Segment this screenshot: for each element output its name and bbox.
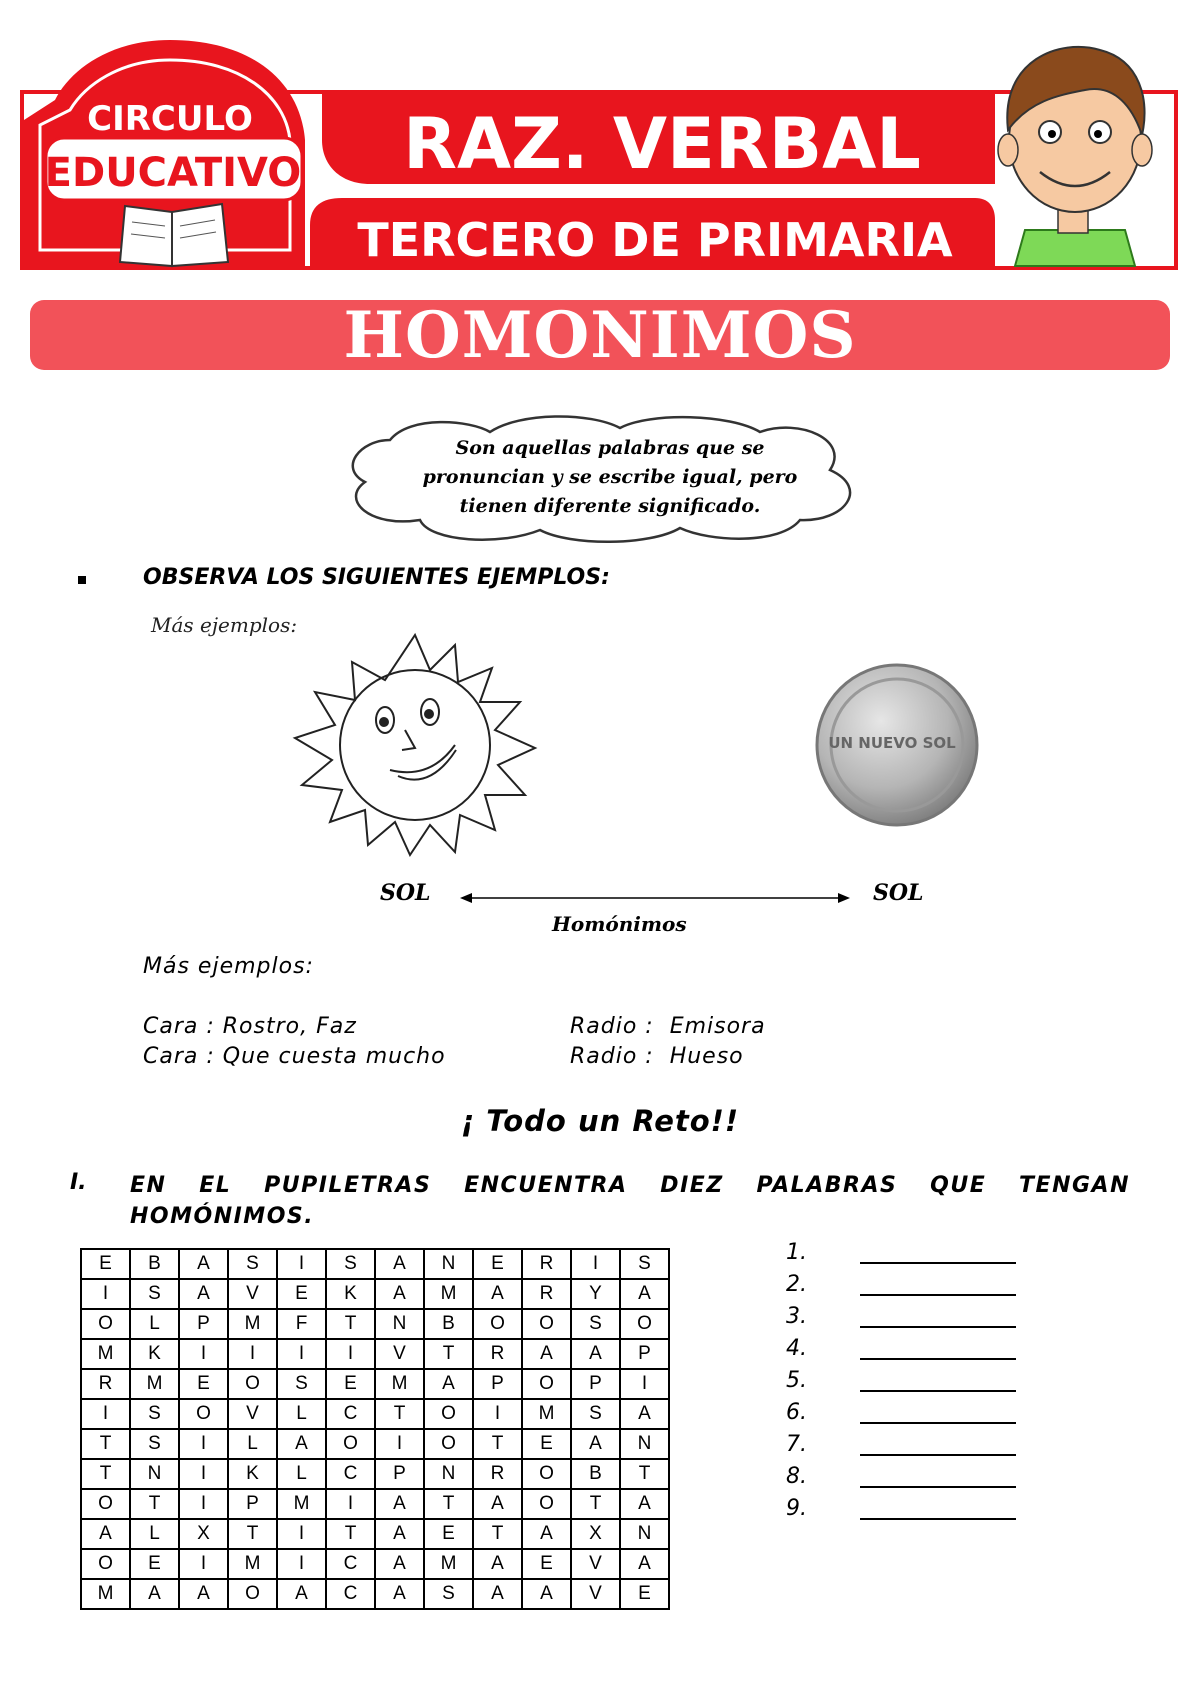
grid-row (81, 1579, 669, 1609)
grid-cell[interactable]: A (375, 1579, 424, 1609)
grid-cell[interactable]: R (522, 1279, 571, 1309)
grid-cell[interactable]: B (424, 1309, 473, 1339)
grid-cell[interactable]: P (228, 1489, 277, 1519)
grid-cell[interactable]: O (522, 1459, 571, 1489)
grid-cell[interactable]: A (179, 1579, 228, 1609)
grid-cell[interactable]: L (228, 1429, 277, 1459)
grid-cell[interactable]: F (277, 1309, 326, 1339)
grid-cell[interactable]: N (424, 1249, 473, 1279)
grid-cell[interactable]: A (522, 1339, 571, 1369)
answer-blank-line[interactable] (860, 1326, 1016, 1328)
grid-cell[interactable]: T (424, 1489, 473, 1519)
grid-cell[interactable]: M (375, 1369, 424, 1399)
grid-cell[interactable]: P (571, 1369, 620, 1399)
grid-cell[interactable]: I (326, 1339, 375, 1369)
grid-cell[interactable]: A (81, 1519, 130, 1549)
grid-cell[interactable]: V (228, 1279, 277, 1309)
grid-cell[interactable]: I (179, 1549, 228, 1579)
grid-cell[interactable]: I (179, 1429, 228, 1459)
exercise-number: I. (70, 1170, 87, 1195)
grid-cell[interactable]: T (473, 1429, 522, 1459)
grid-cell[interactable]: E (326, 1369, 375, 1399)
grid-cell[interactable]: T (473, 1519, 522, 1549)
grid-cell[interactable]: A (473, 1549, 522, 1579)
grid-cell[interactable]: T (620, 1459, 669, 1489)
answer-number: 5. (786, 1368, 807, 1393)
grid-cell[interactable]: O (522, 1489, 571, 1519)
grid-cell[interactable]: M (81, 1339, 130, 1369)
grid-cell[interactable]: A (375, 1519, 424, 1549)
definition-line-3: tienen diferente significado. (459, 495, 761, 517)
grid-cell[interactable]: S (130, 1399, 179, 1429)
grid-cell[interactable]: X (179, 1519, 228, 1549)
grid-cell[interactable]: B (571, 1459, 620, 1489)
grid-cell[interactable]: K (130, 1339, 179, 1369)
grid-cell[interactable]: C (326, 1399, 375, 1429)
answer-number: 8. (786, 1464, 807, 1489)
grid-cell[interactable]: E (522, 1549, 571, 1579)
grid-cell[interactable]: C (326, 1549, 375, 1579)
grid-cell[interactable]: I (277, 1519, 326, 1549)
challenge-title: ¡ Todo un Reto!! (460, 1104, 740, 1138)
grid-cell[interactable]: E (424, 1519, 473, 1549)
grid-cell[interactable]: A (522, 1579, 571, 1609)
grid-cell[interactable]: M (424, 1279, 473, 1309)
grid-cell[interactable]: I (277, 1339, 326, 1369)
grid-cell[interactable]: A (277, 1579, 326, 1609)
grid-cell[interactable]: Y (571, 1279, 620, 1309)
grid-row (81, 1519, 669, 1549)
grid-cell[interactable]: T (571, 1489, 620, 1519)
grid-cell[interactable]: M (424, 1549, 473, 1579)
grid-cell[interactable]: V (228, 1399, 277, 1429)
grid-cell[interactable]: V (375, 1339, 424, 1369)
grid-cell[interactable]: E (179, 1369, 228, 1399)
answer-number: 6. (786, 1400, 807, 1425)
grid-cell[interactable]: L (277, 1459, 326, 1489)
grid-cell[interactable]: O (81, 1489, 130, 1519)
grid-cell[interactable]: I (179, 1339, 228, 1369)
answer-number: 4. (786, 1336, 807, 1361)
answer-number: 1. (786, 1240, 807, 1265)
grid-cell[interactable]: E (277, 1279, 326, 1309)
grid-cell[interactable]: R (473, 1459, 522, 1489)
grid-row (81, 1309, 669, 1339)
answer-blank-line[interactable] (860, 1262, 1016, 1264)
example-right-1: Radio : Emisora (570, 1014, 766, 1039)
more-examples-heading: Más ejemplos: (143, 954, 314, 979)
definition-text (400, 434, 820, 521)
grid-cell[interactable]: B (130, 1249, 179, 1279)
grid-cell[interactable]: L (130, 1309, 179, 1339)
grid-cell[interactable]: A (277, 1429, 326, 1459)
grid-row (81, 1249, 669, 1279)
sun-icon (280, 630, 550, 860)
grid-cell[interactable]: M (130, 1369, 179, 1399)
grid-cell[interactable]: E (620, 1579, 669, 1609)
grid-cell[interactable]: S (277, 1369, 326, 1399)
double-arrow-icon (460, 890, 850, 906)
grid-cell[interactable]: A (473, 1579, 522, 1609)
logo-bottom-text: EDUCATIVO (44, 150, 302, 196)
homonimos-caption: Homónimos (552, 912, 687, 936)
grid-row (81, 1369, 669, 1399)
bullet-icon (78, 576, 86, 584)
grid-cell[interactable]: T (130, 1489, 179, 1519)
coin-text: UN NUEVO SOL (828, 734, 956, 752)
grid-cell[interactable]: O (179, 1399, 228, 1429)
logo (24, 40, 305, 266)
examples-subheading: Más ejemplos: (151, 613, 298, 637)
grid-cell[interactable]: N (130, 1459, 179, 1489)
grid-cell[interactable]: E (130, 1549, 179, 1579)
grid-cell[interactable]: I (375, 1429, 424, 1459)
grid-cell[interactable]: V (571, 1549, 620, 1579)
answer-blank-line[interactable] (860, 1454, 1016, 1456)
grid-cell[interactable]: T (81, 1429, 130, 1459)
grid-cell[interactable]: I (277, 1249, 326, 1279)
grid-cell[interactable]: I (81, 1399, 130, 1429)
grid-cell[interactable]: O (228, 1579, 277, 1609)
grid-row (81, 1459, 669, 1489)
grid-cell[interactable]: O (424, 1399, 473, 1429)
grid-cell[interactable]: E (473, 1249, 522, 1279)
grid-cell[interactable]: I (326, 1489, 375, 1519)
grid-cell[interactable]: X (571, 1519, 620, 1549)
grid-cell[interactable]: S (326, 1249, 375, 1279)
grid-cell[interactable]: A (620, 1399, 669, 1429)
grid-row (81, 1549, 669, 1579)
subject-text: RAZ. VERBAL (403, 103, 921, 185)
grid-cell[interactable]: L (130, 1519, 179, 1549)
grid-row (81, 1279, 669, 1309)
grid-cell[interactable]: A (375, 1549, 424, 1579)
answer-blank-line[interactable] (860, 1294, 1016, 1296)
grid-cell[interactable]: I (179, 1489, 228, 1519)
grid-cell[interactable]: P (179, 1309, 228, 1339)
grid-cell[interactable]: T (326, 1519, 375, 1549)
grid-cell[interactable]: A (375, 1249, 424, 1279)
answer-blank-line[interactable] (860, 1518, 1016, 1520)
coin-icon (812, 660, 982, 830)
observe-heading: OBSERVA LOS SIGUIENTES EJEMPLOS: (143, 565, 610, 590)
exercise-instruction: EN EL PUPILETRAS ENCUENTRA DIEZ PALABRAS QUE TENGAN HOMÓNIMOS. (130, 1173, 1130, 1229)
grid-cell[interactable]: A (571, 1339, 620, 1369)
grid-cell[interactable]: M (228, 1549, 277, 1579)
grid-cell[interactable]: N (620, 1519, 669, 1549)
grid-cell[interactable]: I (620, 1369, 669, 1399)
grid-cell[interactable]: R (81, 1369, 130, 1399)
grid-cell[interactable]: A (571, 1429, 620, 1459)
grid-cell[interactable]: M (81, 1579, 130, 1609)
grid-cell[interactable]: P (375, 1459, 424, 1489)
grid-cell[interactable]: N (620, 1429, 669, 1459)
grid-cell[interactable]: A (130, 1579, 179, 1609)
definition-line-2: pronuncian y se escribe igual, pero (422, 466, 798, 488)
grid-row (81, 1339, 669, 1369)
grid-cell[interactable]: O (81, 1549, 130, 1579)
grid-cell[interactable]: O (81, 1309, 130, 1339)
sol-right-label: SOL (873, 880, 924, 906)
grid-cell[interactable]: S (130, 1429, 179, 1459)
grid-cell[interactable]: A (473, 1279, 522, 1309)
answer-blank-line[interactable] (860, 1358, 1016, 1360)
grid-cell[interactable]: M (228, 1309, 277, 1339)
grid-row (81, 1399, 669, 1429)
grid-row (81, 1489, 669, 1519)
grid-cell[interactable]: M (522, 1399, 571, 1429)
answer-number: 7. (786, 1432, 807, 1457)
example-right-2: Radio : Hueso (570, 1044, 744, 1069)
grid-cell[interactable]: I (179, 1459, 228, 1489)
grid-cell[interactable]: K (228, 1459, 277, 1489)
grid-cell[interactable]: T (375, 1399, 424, 1429)
grid-cell[interactable]: E (81, 1249, 130, 1279)
grid-cell[interactable]: I (571, 1249, 620, 1279)
grid-cell[interactable]: M (277, 1489, 326, 1519)
grid-cell[interactable]: R (522, 1249, 571, 1279)
grid-cell[interactable]: E (522, 1429, 571, 1459)
word-search-grid[interactable] (80, 1248, 670, 1610)
answer-blank-line[interactable] (860, 1390, 1016, 1392)
grid-cell[interactable]: A (375, 1489, 424, 1519)
grid-cell[interactable]: A (620, 1279, 669, 1309)
grid-cell[interactable]: L (277, 1399, 326, 1429)
grid-cell[interactable]: A (424, 1369, 473, 1399)
answer-number: 3. (786, 1304, 807, 1329)
logo-top-text: CIRCULO (87, 99, 253, 139)
grid-row (81, 1429, 669, 1459)
definition-line-1: Son aquellas palabras que se (455, 437, 765, 459)
answer-number: 9. (786, 1496, 807, 1521)
sol-left-label: SOL (380, 880, 431, 906)
grid-cell[interactable]: O (228, 1369, 277, 1399)
grid-cell[interactable]: T (81, 1459, 130, 1489)
grade-text: TERCERO DE PRIMARIA (357, 213, 953, 267)
grid-cell[interactable]: R (473, 1339, 522, 1369)
header-banner (0, 0, 1200, 290)
grid-cell[interactable]: P (620, 1339, 669, 1369)
example-left-1: Cara : Rostro, Faz (143, 1014, 357, 1039)
grid-cell[interactable]: O (326, 1429, 375, 1459)
grid-cell[interactable]: P (473, 1369, 522, 1399)
grid-cell[interactable]: A (179, 1249, 228, 1279)
grid-cell[interactable]: S (620, 1249, 669, 1279)
grid-cell[interactable]: A (179, 1279, 228, 1309)
grid-cell[interactable]: A (620, 1489, 669, 1519)
grid-cell[interactable]: A (473, 1489, 522, 1519)
grid-cell[interactable]: O (424, 1429, 473, 1459)
grid-cell[interactable]: A (522, 1519, 571, 1549)
grid-cell[interactable]: C (326, 1459, 375, 1489)
grid-cell[interactable]: T (424, 1339, 473, 1369)
answer-number: 2. (786, 1272, 807, 1297)
grid-cell[interactable]: I (228, 1339, 277, 1369)
answer-blank-line[interactable] (860, 1422, 1016, 1424)
grid-cell[interactable]: A (375, 1279, 424, 1309)
grid-cell[interactable]: S (130, 1279, 179, 1309)
grid-cell[interactable]: S (571, 1309, 620, 1339)
grid-cell[interactable]: I (473, 1399, 522, 1429)
grid-cell[interactable]: O (620, 1309, 669, 1339)
grid-cell[interactable]: V (571, 1579, 620, 1609)
grid-cell[interactable]: A (620, 1549, 669, 1579)
boy-mascot-icon (998, 47, 1152, 266)
title-bar (30, 297, 1170, 373)
grid-cell[interactable]: T (228, 1519, 277, 1549)
grid-cell[interactable]: N (375, 1309, 424, 1339)
grid-cell[interactable]: I (81, 1279, 130, 1309)
grid-cell[interactable]: O (522, 1309, 571, 1339)
book-icon (120, 204, 228, 266)
grid-cell[interactable]: C (326, 1579, 375, 1609)
grid-cell[interactable]: N (424, 1459, 473, 1489)
example-left-2: Cara : Que cuesta mucho (143, 1044, 446, 1069)
grid-cell[interactable]: S (424, 1579, 473, 1609)
grid-cell[interactable]: I (277, 1549, 326, 1579)
grid-cell[interactable]: K (326, 1279, 375, 1309)
answer-blank-line[interactable] (860, 1486, 1016, 1488)
grid-cell[interactable]: O (473, 1309, 522, 1339)
grid-cell[interactable]: O (522, 1369, 571, 1399)
grid-cell[interactable]: S (228, 1249, 277, 1279)
grid-cell[interactable]: T (326, 1309, 375, 1339)
page-title: HOMONIMOS (343, 297, 857, 373)
grid-cell[interactable]: S (571, 1399, 620, 1429)
